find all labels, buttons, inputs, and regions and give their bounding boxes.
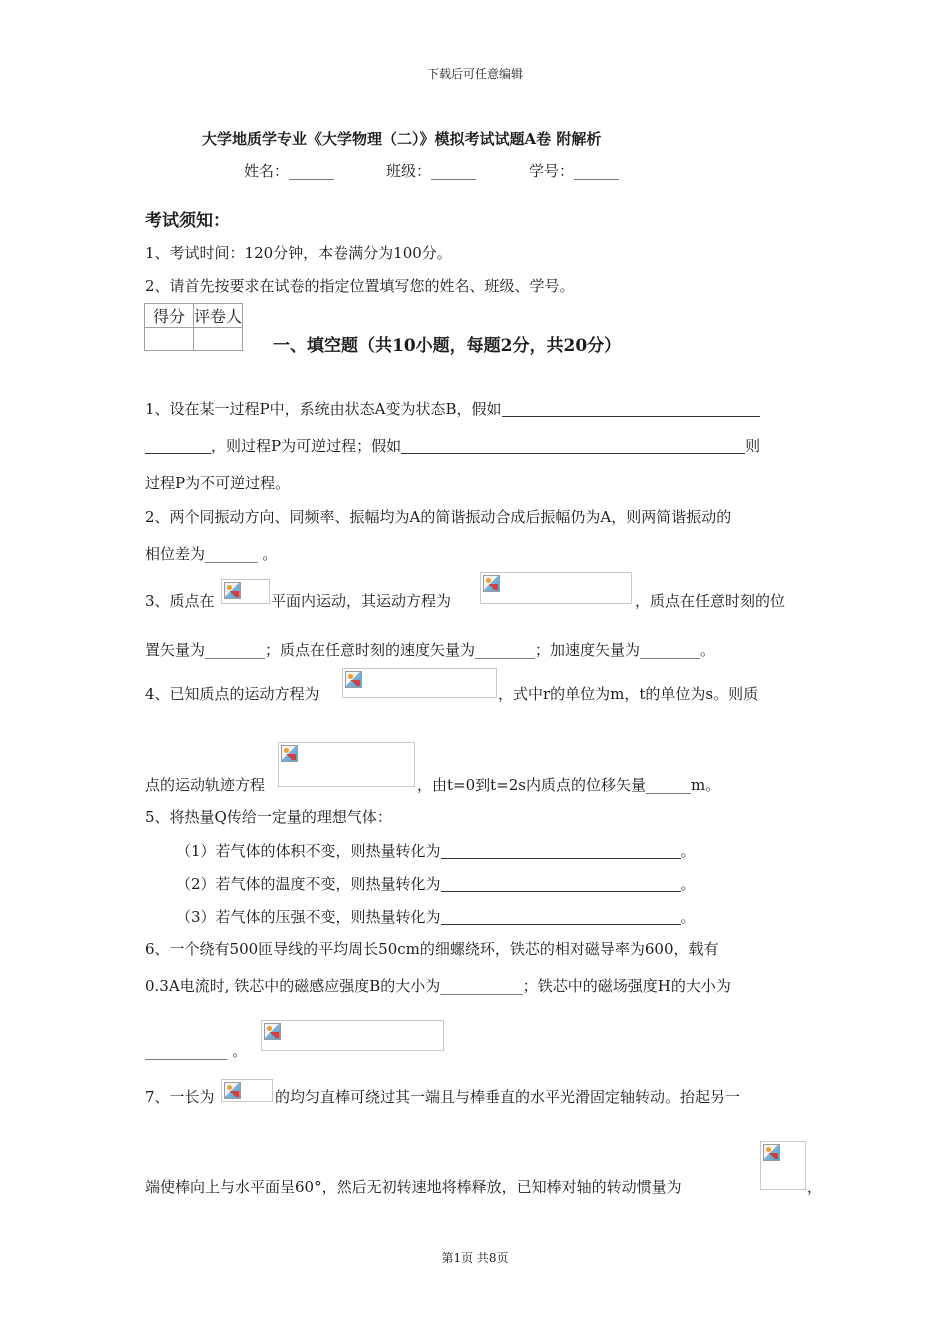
q2-text: 相位差为_______ 。 (145, 545, 278, 563)
instruction-item: 1、考试时间：120分钟，本卷满分为100分。 (145, 244, 452, 262)
q3-text: 平面内运动，其运动方程为 (271, 592, 452, 610)
question-1-line-1 (145, 398, 760, 419)
grader-header: 评卷人 (194, 304, 243, 328)
q1-text: 过程P为不可逆过程。 (145, 474, 291, 492)
q7-text: 的均匀直棒可绕过其一端且与棒垂直的水平光滑固定轴转动。抬起另一 (275, 1088, 741, 1106)
q2-text: 2、两个同振动方向、同频率、振幅均为A的简谐振动合成后振幅仍为A，则两简谐振动的 (145, 508, 732, 526)
q4-text: ，由t=0到t=2s内质点的位移矢量______m。 (417, 776, 721, 794)
q5-subitem (176, 873, 696, 894)
q6-text: ___________ 。 (145, 1042, 248, 1060)
broken-image-icon (221, 1079, 273, 1102)
instructions-heading: 考试须知： (145, 211, 230, 231)
header-note: 下载后可任意编辑 (426, 67, 523, 81)
q5-subitem-text: （2）若气体的温度不变，则热量转化为 (176, 875, 441, 893)
q7-text: 端使棒向上与水平面呈60°，然后无初转速地将棒释放，已知棒对轴的转动惯量为 (145, 1178, 682, 1196)
page-number: 第1页 共8页 (441, 1251, 509, 1265)
q6-text: 6、一个绕有500匝导线的平均周长50cm的细螺绕环，铁芯的相对磁导率为600，载有 (145, 940, 719, 958)
broken-image-icon (342, 668, 497, 698)
score-header: 得分 (145, 304, 194, 328)
student-id-field[interactable]: 学号：______ (529, 162, 620, 180)
name-field[interactable]: 姓名：______ (244, 162, 335, 180)
broken-image-icon (221, 579, 270, 604)
q5-subitem (176, 906, 696, 927)
grader-cell[interactable] (194, 328, 243, 351)
q4-text: ，式中r的单位为m，t的单位为s。则质 (498, 685, 759, 703)
q1-blank-1-cont[interactable] (145, 437, 211, 454)
q4-text: 4、已知质点的运动方程为 (145, 685, 320, 703)
class-field[interactable]: 班级：______ (386, 162, 477, 180)
question-1-line-2 (145, 435, 760, 456)
exam-title: 大学地质学专业《大学物理（二）》模拟考试试题A卷 附解析 (202, 130, 602, 148)
section-title: 一、填空题（共10小题，每题2分，共20分） (273, 336, 622, 356)
instruction-item: 2、请首先按要求在试卷的指定位置填写您的姓名、班级、学号。 (145, 277, 575, 295)
q1-text: 则 (745, 437, 761, 455)
q7-text: 7、一长为 (145, 1088, 215, 1106)
q5-subitem (176, 840, 696, 861)
q5-blank-1[interactable] (441, 842, 681, 859)
q1-blank-1[interactable] (502, 400, 760, 417)
q5-subitem-text: （3）若气体的压强不变，则热量转化为 (176, 908, 441, 926)
q5-end: 。 (680, 875, 696, 893)
q1-blank-2[interactable] (401, 437, 745, 454)
broken-image-icon (480, 572, 632, 604)
score-cell[interactable] (145, 328, 194, 351)
broken-image-icon (760, 1141, 806, 1190)
q5-end: 。 (680, 842, 696, 860)
q3-text: 3、质点在 (145, 592, 215, 610)
q7-text: ， (807, 1178, 823, 1196)
q5-blank-2[interactable] (441, 875, 681, 892)
score-table (144, 303, 243, 351)
broken-image-icon (261, 1020, 444, 1051)
q3-text: ，质点在任意时刻的位 (635, 592, 786, 610)
q6-text: 0.3A电流时, 铁芯中的磁感应强度B的大小为___________；铁芯中的磁场强度H的大小为 (145, 977, 731, 995)
q5-end: 。 (680, 908, 696, 926)
q5-text: 5、将热量Q传给一定量的理想气体： (145, 808, 392, 826)
q4-text: 点的运动轨迹方程 (145, 776, 266, 794)
q5-blank-3[interactable] (441, 908, 681, 925)
q1-text: ，则过程P为可逆过程；假如 (211, 437, 402, 455)
q1-text: 1、设在某一过程P中，系统由状态A变为状态B，假如 (145, 400, 502, 418)
q5-subitem-text: （1）若气体的体积不变，则热量转化为 (176, 842, 441, 860)
q3-text: 置矢量为________；质点在任意时刻的速度矢量为________；加速度矢量为________。 (145, 641, 716, 659)
broken-image-icon (278, 742, 415, 787)
